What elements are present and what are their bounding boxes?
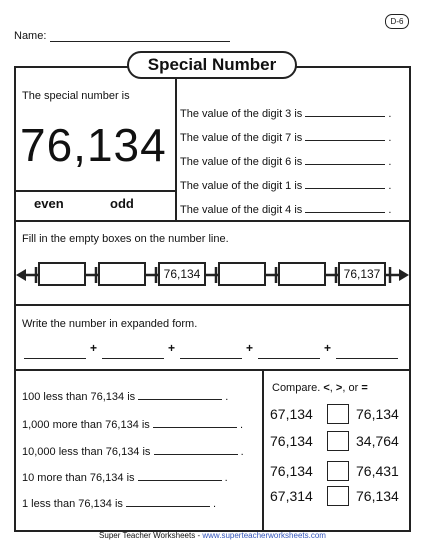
- answer-blank[interactable]: [153, 418, 237, 428]
- compare-right-number: 34,764: [356, 433, 399, 449]
- name-label: Name:: [14, 30, 47, 42]
- divider-number-line-top: [16, 220, 409, 222]
- expanded-form-blank[interactable]: [258, 358, 320, 359]
- answer-blank[interactable]: [305, 155, 385, 165]
- less-more-period: .: [225, 391, 229, 403]
- less-more-row: [22, 471, 228, 484]
- less-more-text: 100 less than 76,134 is: [22, 391, 136, 403]
- greater-than-symbol: >: [335, 382, 343, 394]
- digit-value-period: .: [388, 132, 392, 144]
- footer: [0, 531, 425, 540]
- compare-right-number: 76,134: [356, 488, 399, 504]
- expanded-form-blank[interactable]: [336, 358, 398, 359]
- compare-instruction: [272, 382, 368, 394]
- footer-brand: Super Teacher Worksheets -: [99, 531, 203, 540]
- special-number: 76,134: [20, 119, 167, 171]
- less-more-text: 1,000 more than 76,134 is: [22, 419, 150, 431]
- expanded-form-instruction: Write the number in expanded form.: [22, 318, 198, 330]
- less-more-text: 10,000 less than 76,134 is: [22, 446, 151, 458]
- less-more-row: [22, 418, 243, 431]
- page-title: Special Number: [127, 51, 297, 79]
- digit-value-text: The value of the digit 7 is: [180, 132, 303, 144]
- number-line-box[interactable]: [38, 262, 86, 286]
- digit-value-text: The value of the digit 6 is: [180, 156, 303, 168]
- divider-special-left: [16, 190, 175, 192]
- right-arrow-icon: [399, 269, 409, 281]
- less-more-period: .: [213, 498, 217, 510]
- compare-left-number: 76,134: [270, 463, 313, 479]
- compare-left-number: 67,134: [270, 406, 313, 422]
- digit-value-row: [180, 107, 391, 120]
- answer-blank[interactable]: [305, 203, 385, 213]
- expanded-form-blank[interactable]: [102, 358, 164, 359]
- answer-blank[interactable]: [138, 471, 222, 481]
- plus-sign: +: [90, 341, 98, 355]
- digit-value-text: The value of the digit 1 is: [180, 180, 303, 192]
- worksheet-code-badge: D-6: [385, 14, 409, 29]
- equals-symbol: =: [361, 382, 368, 394]
- special-number-intro: The special number is: [22, 90, 130, 102]
- less-than-symbol: <: [323, 382, 330, 394]
- compare-answer-box[interactable]: [327, 461, 349, 481]
- compare-right-number: 76,431: [356, 463, 399, 479]
- digit-value-row: [180, 203, 391, 216]
- less-more-period: .: [239, 419, 243, 431]
- answer-blank[interactable]: [154, 445, 238, 455]
- less-more-period: .: [240, 446, 244, 458]
- less-more-text: 10 more than 76,134 is: [22, 472, 135, 484]
- number-line-instruction: Fill in the empty boxes on the number line.: [22, 233, 229, 245]
- digit-value-period: .: [388, 180, 392, 192]
- even-option[interactable]: even: [34, 196, 64, 211]
- plus-sign: +: [168, 341, 176, 355]
- digit-value-row: [180, 155, 391, 168]
- expanded-form-blank[interactable]: [24, 358, 86, 359]
- answer-blank[interactable]: [126, 497, 210, 507]
- compare-answer-box[interactable]: [327, 404, 349, 424]
- divider-special-vertical: [175, 68, 177, 220]
- digit-value-text: The value of the digit 3 is: [180, 108, 303, 120]
- number-line-box: 76,134: [158, 262, 206, 286]
- compare-answer-box[interactable]: [327, 486, 349, 506]
- odd-option[interactable]: odd: [110, 196, 134, 211]
- digit-value-row: [180, 179, 391, 192]
- compare-separator: , or: [342, 382, 362, 394]
- plus-sign: +: [324, 341, 332, 355]
- name-field-line[interactable]: [50, 41, 230, 42]
- digit-value-period: .: [388, 204, 392, 216]
- footer-url-link[interactable]: www.superteacherworksheets.com: [202, 531, 326, 540]
- number-line-box[interactable]: [98, 262, 146, 286]
- less-more-period: .: [224, 472, 228, 484]
- compare-right-number: 76,134: [356, 406, 399, 422]
- compare-answer-box[interactable]: [327, 431, 349, 451]
- digit-value-period: .: [388, 156, 392, 168]
- answer-blank[interactable]: [138, 390, 222, 400]
- number-line-box[interactable]: [218, 262, 266, 286]
- divider-compare-vertical: [262, 369, 264, 530]
- number-line-box[interactable]: [278, 262, 326, 286]
- divider-bottom-top: [16, 369, 409, 371]
- divider-expanded-top: [16, 304, 409, 306]
- answer-blank[interactable]: [305, 107, 385, 117]
- compare-left-number: 76,134: [270, 433, 313, 449]
- compare-separator: ,: [329, 382, 336, 394]
- less-more-text: 1 less than 76,134 is: [22, 498, 123, 510]
- digit-value-period: .: [388, 108, 392, 120]
- compare-left-number: 67,314: [270, 488, 313, 504]
- plus-sign: +: [246, 341, 254, 355]
- number-line-box: 76,137: [338, 262, 386, 286]
- expanded-form-blank[interactable]: [180, 358, 242, 359]
- answer-blank[interactable]: [305, 179, 385, 189]
- answer-blank[interactable]: [305, 131, 385, 141]
- compare-prefix: Compare.: [272, 382, 324, 394]
- digit-value-row: [180, 131, 391, 144]
- less-more-row: [22, 445, 244, 458]
- less-more-row: [22, 497, 216, 510]
- less-more-row: [22, 390, 228, 403]
- left-arrow-icon: [16, 269, 26, 281]
- digit-value-text: The value of the digit 4 is: [180, 204, 303, 216]
